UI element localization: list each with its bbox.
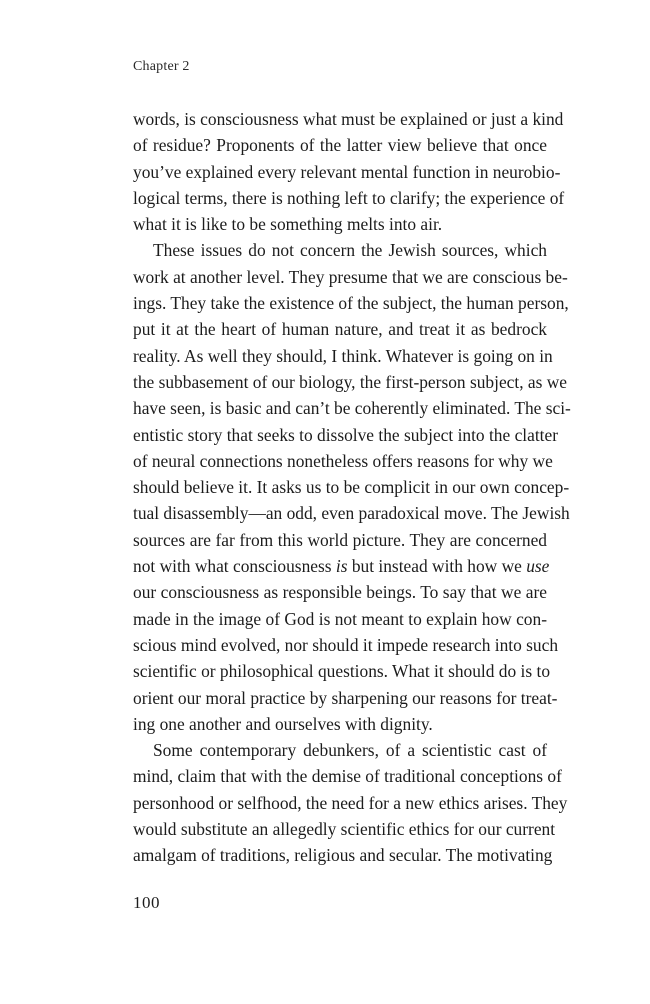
text-line-with-italics (133, 553, 550, 579)
text-line: have seen, is basic and can’t be coherently eliminated. The sci- (133, 398, 571, 419)
text-line: should believe it. It asks us to be complicit in our own concep- (133, 477, 570, 498)
text-line: tual disassembly—an odd, even paradoxical move. The Jewish (133, 503, 570, 524)
paragraph-2 (133, 237, 571, 737)
text-line: you’ve explained every relevant mental function in neurobio- (133, 161, 561, 182)
italic-use: use (526, 556, 550, 577)
paragraph-1 (133, 106, 565, 237)
text-line: would substitute an allegedly scientific ethics for our current (133, 819, 556, 840)
text-line: what it is like to be something melts into air. (133, 214, 443, 235)
text-line: mind, claim that with the demise of traditional conceptions of (133, 766, 562, 787)
paragraph-3 (133, 737, 568, 868)
text-line: scientific or philosophical questions. What it should do is to (133, 661, 551, 682)
text-line: made in the image of God is not meant to explain how con- (133, 608, 547, 629)
text-line: ing one another and ourselves with dignity. (133, 713, 433, 734)
text-line: words, is consciousness what must be explained or just a kind (133, 109, 564, 129)
text-line: sources are far from this world picture. They are concerned (133, 529, 547, 550)
running-head: Chapter 2 (133, 59, 190, 74)
text-line: personhood or selfhood, the need for a new ethics arises. They (133, 792, 568, 813)
text-run: not with what consciousness (133, 556, 336, 577)
text-line: orient our moral practice by sharpening our reasons for treat- (133, 687, 558, 708)
body-text (133, 106, 571, 869)
text-line: the subbasement of our biology, the first-person subject, as we (133, 371, 568, 392)
page-number: 100 (133, 893, 160, 912)
text-line: of neural connections nonetheless offers reasons for why we (133, 450, 553, 471)
text-line: of residue? Proponents of the latter view believe that once (133, 135, 547, 156)
text-line: Some contemporary debunkers, of a scientistic cast of (153, 740, 547, 761)
text-run: but instead with how we (347, 556, 527, 577)
text-line: ings. They take the existence of the subject, the human person, (133, 293, 569, 314)
text-line: our consciousness as responsible beings. To say that we are (133, 582, 547, 603)
text-line: logical terms, there is nothing left to clarify; the experience of (133, 187, 565, 208)
text-line: entistic story that seeks to dissolve the subject into the clatter (133, 424, 559, 445)
text-line: work at another level. They presume that we are conscious be- (133, 266, 568, 287)
text-line: reality. As well they should, I think. Whatever is going on in (133, 345, 553, 366)
text-line: scious mind evolved, nor should it impede research into such (133, 634, 559, 655)
text-line: amalgam of traditions, religious and secular. The motivating (133, 845, 553, 866)
text-line: put it at the heart of human nature, and treat it as bedrock (133, 319, 547, 340)
text-line: These issues do not concern the Jewish sources, which (153, 240, 547, 261)
italic-is: is (335, 556, 348, 577)
